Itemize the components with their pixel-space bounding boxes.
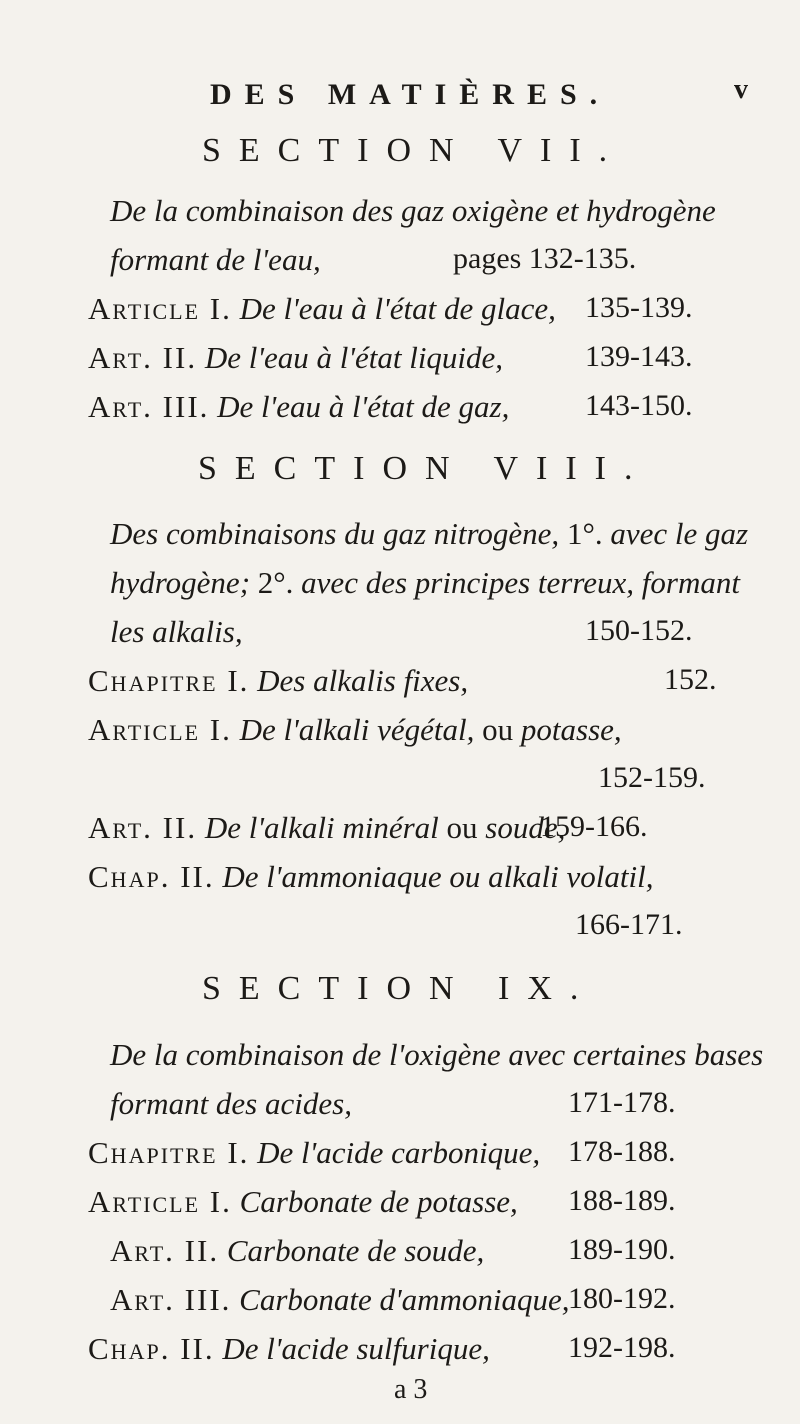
- toc-entry-pages: 180-192.: [568, 1282, 676, 1315]
- toc-entry-pages: 192-198.: [568, 1331, 676, 1364]
- toc-entry: Art. III. De l'eau à l'état de gaz,: [88, 389, 510, 424]
- section-9-title: SECTION IX.: [202, 970, 597, 1007]
- section-7-title: SECTION VII.: [202, 132, 626, 169]
- toc-entry: Art. III. Carbonate d'ammoniaque,: [110, 1282, 570, 1317]
- toc-entry-pages: 188-189.: [568, 1184, 676, 1217]
- section-8-heading-line-3: les alkalis,: [110, 614, 243, 649]
- section-7-heading-pages: pages 132-135.: [453, 242, 637, 275]
- page-number: v: [734, 74, 748, 105]
- toc-entry-pages: 139-143.: [585, 340, 693, 373]
- toc-entry-pages: 189-190.: [568, 1233, 676, 1266]
- section-9-heading-line-2: formant des acides,: [110, 1086, 352, 1121]
- toc-entry: Art. II. De l'alkali minéral ou soude,: [88, 810, 566, 845]
- toc-entry: Chap. II. De l'acide sulfurique,: [88, 1331, 490, 1366]
- section-7-heading-line-2: formant de l'eau,: [110, 242, 321, 277]
- section-8-heading-pages: 150-152.: [585, 614, 693, 647]
- signature-mark: a 3: [394, 1374, 428, 1405]
- toc-entry: Article I. De l'alkali végétal, ou potasse,: [88, 712, 622, 747]
- toc-entry: Art. II. Carbonate de soude,: [110, 1233, 485, 1268]
- toc-entry: Chapitre I. Des alkalis fixes,: [88, 663, 469, 698]
- toc-entry-pages: 159-166.: [540, 810, 648, 843]
- section-8-title: SECTION VIII.: [198, 450, 651, 487]
- toc-entry: Chap. II. De l'ammoniaque ou alkali volatil,: [88, 859, 654, 894]
- toc-entry-pages: 152-159.: [598, 761, 706, 794]
- toc-entry: Chapitre I. De l'acide carbonique,: [88, 1135, 541, 1170]
- toc-entry-pages: 152.: [664, 663, 717, 696]
- toc-entry: Article I. De l'eau à l'état de glace,: [88, 291, 556, 326]
- section-8-heading-line-1: Des combinaisons du gaz nitrogène, 1°. avec le gaz: [110, 516, 749, 551]
- toc-entry-pages: 143-150.: [585, 389, 693, 422]
- section-7-heading-line-1: De la combinaison des gaz oxigène et hydrogène: [110, 193, 716, 228]
- section-8-heading-line-2: hydrogène; 2°. avec des principes terreux, formant: [110, 565, 740, 600]
- running-head: DES MATIÈRES.: [210, 78, 611, 111]
- toc-entry-pages: 166-171.: [575, 908, 683, 941]
- section-9-heading-pages: 171-178.: [568, 1086, 676, 1119]
- toc-entry: Article I. Carbonate de potasse,: [88, 1184, 518, 1219]
- toc-entry-pages: 178-188.: [568, 1135, 676, 1168]
- toc-entry: Art. II. De l'eau à l'état liquide,: [88, 340, 504, 375]
- toc-entry-pages: 135-139.: [585, 291, 693, 324]
- section-9-heading-line-1: De la combinaison de l'oxigène avec certaines bases: [110, 1037, 764, 1072]
